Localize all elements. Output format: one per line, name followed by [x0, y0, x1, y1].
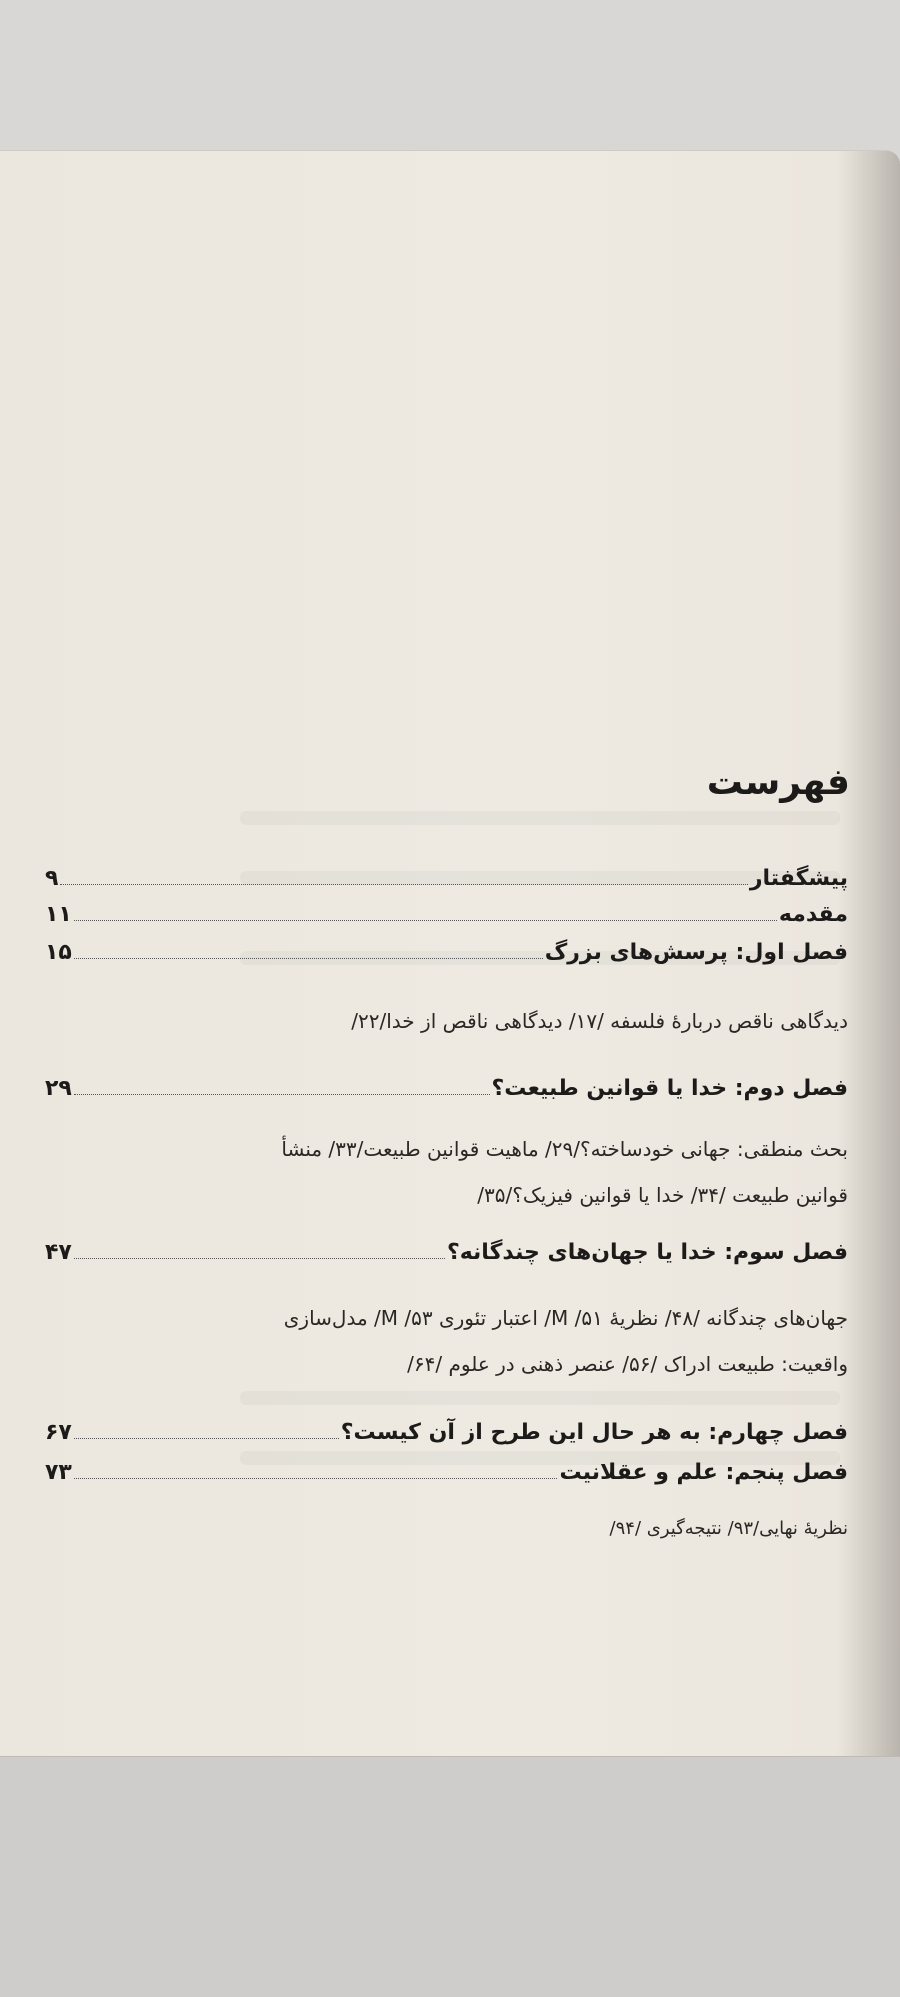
dotted-leader — [74, 1478, 558, 1479]
dotted-leader — [74, 1258, 445, 1259]
section-list — [45, 1506, 848, 1552]
toc-entry — [45, 1240, 848, 1265]
section-line: بحث منطقی: جهانی خودساخته؟/۲۹/ ماهیت قوانین طبیعت/۳۳/ منشأ — [281, 1137, 848, 1161]
entry-label: فصل سوم: خدا یا جهان‌های چندگانه؟ — [446, 1240, 848, 1265]
section-line: جهان‌های چندگانه /۴۸/ نظریهٔ M /۵۱/ اعتبار تئوری M /۵۳/ مدل‌سازی — [283, 1306, 848, 1330]
toc-entry — [45, 940, 848, 965]
dotted-leader — [74, 1094, 490, 1095]
entry-label: مقدمه — [778, 902, 848, 927]
entry-page: ۷۳ — [45, 1460, 72, 1485]
entry-page: ۲۹ — [45, 1076, 72, 1101]
toc-entry — [45, 902, 848, 927]
section-list — [45, 998, 848, 1044]
entry-page: ۹ — [45, 866, 59, 891]
dotted-leader — [74, 920, 777, 921]
toc-entry — [45, 866, 848, 891]
entry-label: فصل چهارم: به هر حال این طرح از آن کیست؟ — [340, 1420, 848, 1445]
section-list — [45, 1295, 848, 1387]
entry-page: ۴۷ — [45, 1240, 72, 1265]
section-line: دیدگاهی ناقص دربارهٔ فلسفه /۱۷/ دیدگاهی ناقص از خدا/۲۲/ — [351, 1009, 848, 1033]
dotted-leader — [60, 884, 747, 885]
section-list — [45, 1126, 848, 1218]
entry-page: ۱۱ — [45, 902, 72, 927]
background — [0, 1755, 900, 1997]
entry-label: فصل دوم: خدا یا قوانین طبیعت؟ — [491, 1076, 848, 1101]
bleed-through-text — [240, 811, 840, 825]
bleed-through-text — [240, 1391, 840, 1405]
toc-entry — [45, 1076, 848, 1101]
toc-entry — [45, 1460, 848, 1485]
section-line: واقعیت: طبیعت ادراک /۵۶/ عنصر ذهنی در علوم /۶۴/ — [407, 1352, 848, 1376]
dotted-leader — [74, 1438, 339, 1439]
dotted-leader — [74, 958, 543, 959]
entry-label: فصل اول: پرسش‌های بزرگ — [544, 940, 848, 965]
entry-label: پیشگفتار — [749, 866, 848, 891]
entry-page: ۶۷ — [45, 1420, 72, 1445]
toc-title: فهرست — [706, 762, 850, 803]
section-line: قوانین طبیعت /۳۴/ خدا یا قوانین فیزیک؟/۳۵/ — [477, 1183, 848, 1207]
entry-page: ۱۵ — [45, 940, 72, 965]
section-line: نظریهٔ نهایی/۹۳/ نتیجه‌گیری /۹۴/ — [609, 1518, 848, 1539]
entry-label: فصل پنجم: علم و عقلانیت — [559, 1460, 848, 1485]
toc-entry — [45, 1420, 848, 1445]
